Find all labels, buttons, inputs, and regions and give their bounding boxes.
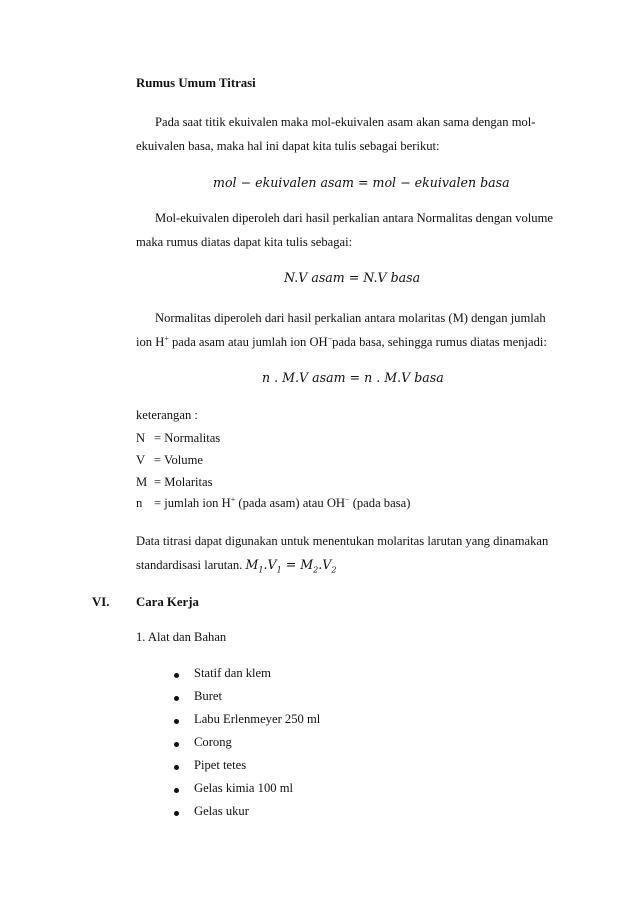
paragraph-2-line-1: Mol-ekuivalen diperoleh dari hasil perkalian antara Normalitas dengan volume bbox=[155, 211, 553, 225]
list-item: Gelas ukur bbox=[194, 804, 249, 818]
paragraph-2-line-2: maka rumus diatas dapat kita tulis sebagai: bbox=[136, 235, 353, 249]
list-item: Statif dan klem bbox=[194, 666, 271, 680]
bullet-icon bbox=[174, 788, 179, 793]
section-number: VI. bbox=[92, 595, 110, 609]
list-item: Corong bbox=[194, 735, 232, 749]
subsection-title: 1. Alat dan Bahan bbox=[136, 630, 227, 644]
bullet-icon bbox=[174, 719, 179, 724]
paragraph-3-line-1: Normalitas diperoleh dari hasil perkalian antara molaritas (M) dengan jumlah bbox=[155, 311, 546, 325]
paragraph-1-line-1: Pada saat titik ekuivalen maka mol-ekuivalen asam akan sama dengan mol- bbox=[155, 115, 536, 129]
paragraph-4-line-1: Data titrasi dapat digunakan untuk menentukan molaritas larutan yang dinamakan bbox=[136, 534, 549, 548]
equation-3: n . M.V asam = n . M.V basa bbox=[262, 370, 444, 385]
equation-2: N.V asam = N.V basa bbox=[284, 270, 421, 285]
paragraph-1-line-2: ekuivalen basa, maka hal ini dapat kita tulis sebagai berikut: bbox=[136, 139, 440, 153]
bullet-icon bbox=[174, 765, 179, 770]
bullet-icon bbox=[174, 811, 179, 816]
molarity-formula: $M_1.V_1 = M_2.V_2$ bbox=[245, 557, 337, 575]
section-title: Rumus Umum Titrasi bbox=[136, 76, 256, 90]
list-item: Buret bbox=[194, 689, 222, 703]
list-item: Labu Erlenmeyer 250 ml bbox=[194, 712, 321, 726]
equation-1: mol − ekuivalen asam = mol − ekuivalen basa bbox=[213, 175, 510, 190]
list-item: Gelas kimia 100 ml bbox=[194, 781, 293, 795]
keterangan-label: keterangan : bbox=[136, 408, 198, 422]
bullet-icon bbox=[174, 696, 179, 701]
list-item: Pipet tetes bbox=[194, 758, 247, 772]
paragraph-4-line-2: standardisasi larutan. $M_1.V_1 = M_2.V_2$ bbox=[136, 557, 337, 575]
section-6-title: Cara Kerja bbox=[136, 595, 199, 609]
paragraph-3-line-2: ion H+ pada asam atau jumlah ion OH−pada basa, sehingga rumus diatas menjadi: bbox=[136, 333, 547, 349]
bullet-icon bbox=[174, 742, 179, 747]
bullet-icon bbox=[174, 673, 179, 678]
